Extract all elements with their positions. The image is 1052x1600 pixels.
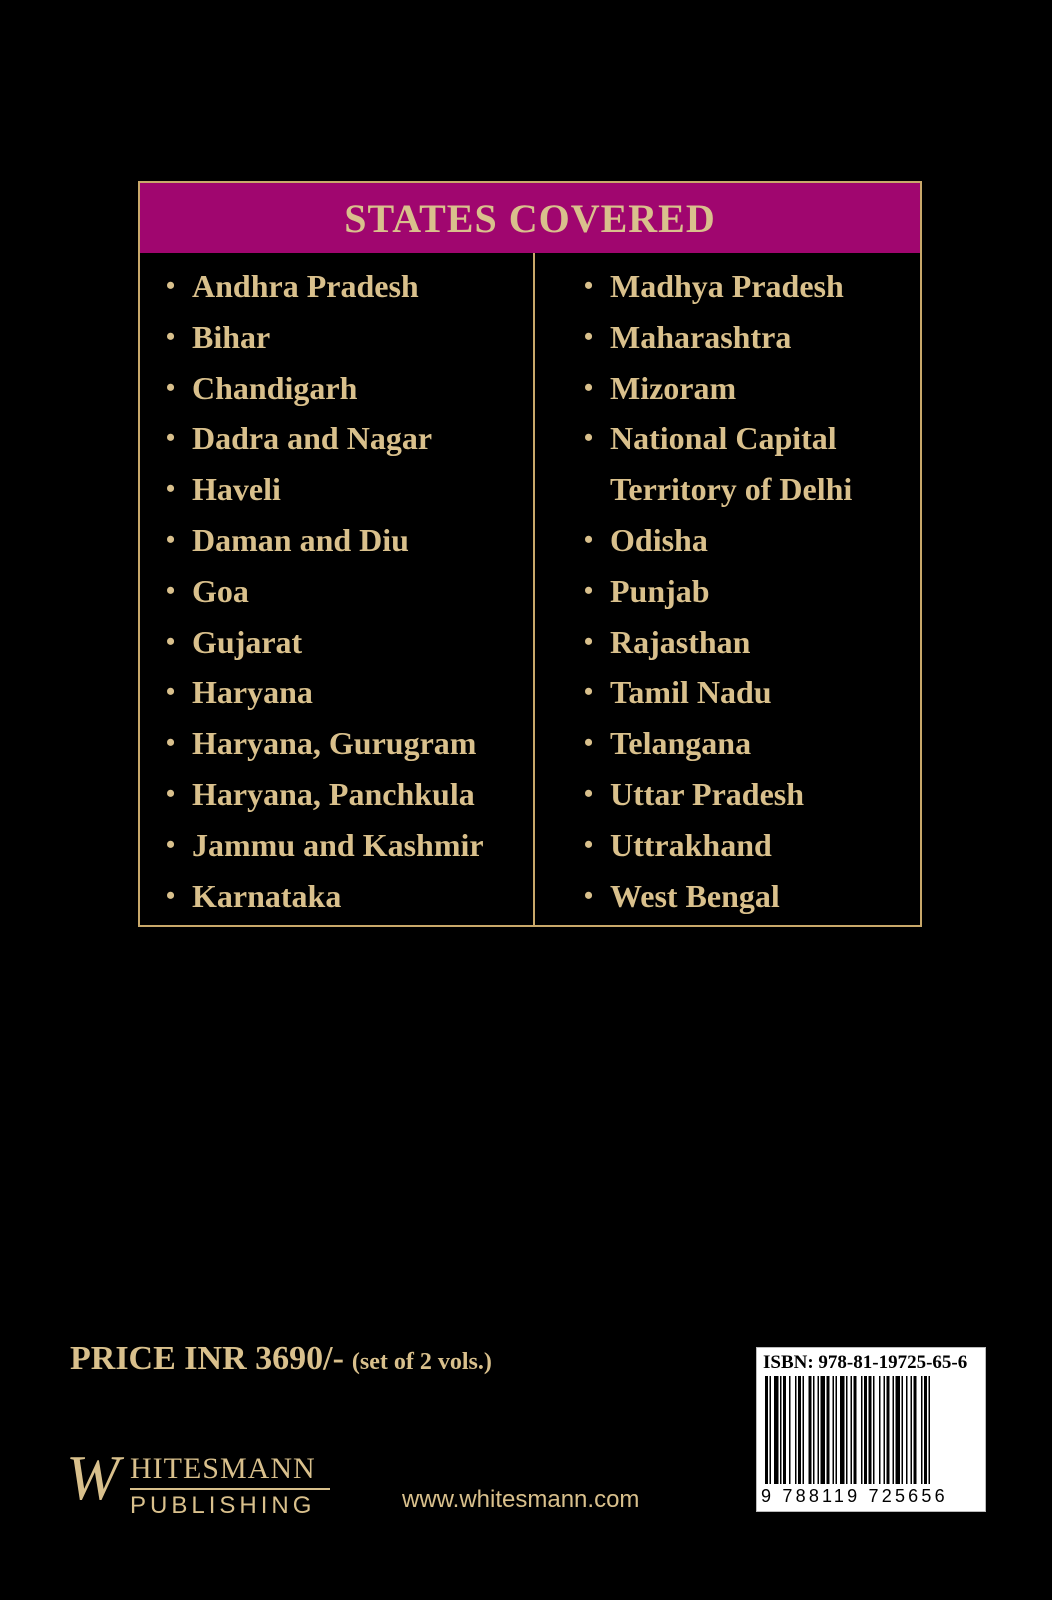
bullet-icon: • xyxy=(584,677,594,707)
state-name: Haryana xyxy=(192,674,313,711)
barcode-bar xyxy=(821,1376,826,1484)
barcode-bar xyxy=(906,1376,908,1484)
state-name: Tamil Nadu xyxy=(610,674,772,711)
state-name: Rajasthan xyxy=(610,623,751,660)
state-list-item xyxy=(166,820,526,871)
state-list-item xyxy=(584,667,914,718)
logo-name: HITESMANN xyxy=(130,1452,316,1485)
state-list-item xyxy=(584,413,914,515)
state-name: National Capital Territory of Delhi xyxy=(610,420,853,508)
isbn-barcode xyxy=(756,1347,986,1512)
state-name: Goa xyxy=(192,572,249,609)
state-name: Haryana, Panchkula xyxy=(192,775,475,812)
bullet-icon: • xyxy=(166,626,176,656)
state-name: West Bengal xyxy=(610,877,780,914)
states-covered-box xyxy=(138,181,922,927)
publisher-logo xyxy=(66,1442,336,1522)
barcode-bar xyxy=(879,1376,881,1484)
barcode-bar xyxy=(851,1376,853,1484)
state-list-item xyxy=(584,871,914,922)
states-left-column xyxy=(166,261,526,921)
bullet-icon: • xyxy=(584,626,594,656)
barcode-bar xyxy=(818,1376,820,1484)
barcode-bar xyxy=(774,1376,779,1484)
bullet-icon: • xyxy=(584,271,594,300)
state-list-item xyxy=(166,363,526,414)
state-list-item xyxy=(584,566,914,617)
barcode-bar xyxy=(864,1376,867,1484)
bullet-icon: • xyxy=(584,829,594,859)
state-list-item xyxy=(166,566,526,617)
state-list-item xyxy=(584,718,914,769)
state-list-item xyxy=(166,769,526,820)
barcode-bar xyxy=(902,1376,904,1484)
state-list-item xyxy=(166,515,526,566)
price-main: PRICE INR 3690/- xyxy=(70,1340,344,1377)
barcode-bar xyxy=(798,1376,801,1484)
state-list-item xyxy=(584,515,914,566)
state-list-item xyxy=(584,820,914,871)
bullet-icon: • xyxy=(166,778,176,808)
barcode-bar xyxy=(921,1376,923,1484)
states-covered-heading: STATES COVERED xyxy=(140,183,920,253)
logo-subtitle: PUBLISHING xyxy=(130,1492,316,1519)
bullet-icon: • xyxy=(166,372,176,402)
bullet-icon: • xyxy=(584,728,594,758)
bullet-icon: • xyxy=(584,524,594,554)
barcode-bar xyxy=(813,1376,815,1484)
state-name: Gujarat xyxy=(192,623,303,660)
state-name: Daman and Diu xyxy=(192,521,409,558)
logo-initial: W xyxy=(66,1442,120,1513)
barcode-bar xyxy=(873,1376,875,1484)
state-name: Karnataka xyxy=(192,877,342,914)
bullet-icon: • xyxy=(166,880,176,910)
state-name: Uttrakhand xyxy=(610,826,772,863)
price-note: (set of 2 vols.) xyxy=(351,1349,492,1375)
state-name: Uttar Pradesh xyxy=(610,775,805,812)
state-name: Maharashtra xyxy=(610,318,792,355)
state-list-item xyxy=(166,312,526,363)
barcode-bar xyxy=(765,1376,768,1484)
barcode-bar xyxy=(803,1376,805,1484)
barcode-bar xyxy=(893,1376,895,1484)
price-line xyxy=(70,1340,492,1378)
barcode-bar xyxy=(929,1376,931,1484)
state-name: Jammu and Kashmir xyxy=(192,826,484,863)
bullet-icon: • xyxy=(584,372,594,402)
state-list-item xyxy=(166,617,526,668)
bullet-icon: • xyxy=(166,474,176,504)
bullet-icon: • xyxy=(166,271,176,300)
barcode-bar xyxy=(836,1376,838,1484)
state-list-item xyxy=(584,312,914,363)
state-list-item xyxy=(584,617,914,668)
publisher-website: www.whitesmann.com xyxy=(402,1486,640,1513)
state-list-item xyxy=(166,718,526,769)
bullet-icon: • xyxy=(166,321,176,351)
state-list-item xyxy=(166,667,526,718)
barcode-bar xyxy=(795,1376,797,1484)
barcode-bar xyxy=(827,1376,830,1484)
barcode-bar xyxy=(840,1376,845,1484)
barcode-bar xyxy=(887,1376,890,1484)
barcode-bars xyxy=(765,1376,979,1484)
bullet-icon: • xyxy=(166,829,176,859)
barcode-bar xyxy=(770,1376,772,1484)
bullet-icon: • xyxy=(166,423,176,453)
bullet-icon: • xyxy=(166,524,176,554)
barcode-bar xyxy=(809,1376,812,1484)
barcode-bar xyxy=(924,1376,927,1484)
barcode-bar xyxy=(783,1376,786,1484)
state-name: Mizoram xyxy=(610,369,737,406)
bullet-icon: • xyxy=(584,423,594,453)
state-name: Haveli xyxy=(192,471,281,508)
barcode-bar xyxy=(914,1376,917,1484)
state-list-item xyxy=(166,464,526,515)
state-name: Punjab xyxy=(610,572,710,609)
logo-rule xyxy=(130,1488,330,1490)
bullet-icon: • xyxy=(584,880,594,910)
states-right-column xyxy=(584,261,914,921)
state-list-item xyxy=(584,261,914,312)
state-name: Odisha xyxy=(610,521,708,558)
state-list-item xyxy=(166,871,526,922)
state-name: Dadra and Nagar xyxy=(192,420,433,457)
barcode-bar xyxy=(869,1376,872,1484)
state-name: Andhra Pradesh xyxy=(192,268,419,304)
barcode-bar xyxy=(833,1376,835,1484)
state-list-item xyxy=(584,363,914,414)
barcode-bar xyxy=(896,1376,901,1484)
state-name: Haryana, Gurugram xyxy=(192,725,477,762)
barcode-bar xyxy=(854,1376,857,1484)
barcode-bar xyxy=(911,1376,913,1484)
barcode-bar xyxy=(884,1376,886,1484)
isbn-label: ISBN: 978-81-19725-65-6 xyxy=(763,1352,968,1373)
state-name: Madhya Pradesh xyxy=(610,268,844,304)
barcode-digits: 9 788119 725656 xyxy=(761,1486,948,1506)
barcode-bar xyxy=(861,1376,863,1484)
state-name: Chandigarh xyxy=(192,369,358,406)
state-name: Bihar xyxy=(192,318,271,355)
bullet-icon: • xyxy=(584,575,594,605)
bullet-icon: • xyxy=(166,677,176,707)
barcode-bar xyxy=(846,1376,848,1484)
barcode-bar xyxy=(780,1376,782,1484)
bullet-icon: • xyxy=(584,778,594,808)
bullet-icon: • xyxy=(166,575,176,605)
barcode-bar xyxy=(789,1376,791,1484)
state-list-item xyxy=(166,261,526,312)
bullet-icon: • xyxy=(584,321,594,351)
bullet-icon: • xyxy=(166,728,176,758)
state-list-item xyxy=(166,413,526,464)
state-list-item xyxy=(584,769,914,820)
state-name: Telangana xyxy=(610,725,752,762)
column-divider xyxy=(533,253,535,925)
